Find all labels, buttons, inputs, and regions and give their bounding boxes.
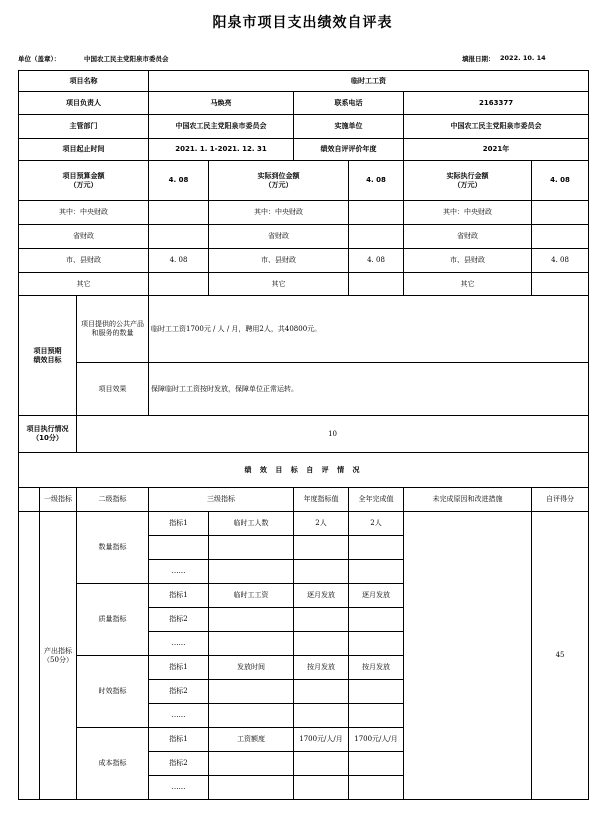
execution-row <box>19 416 589 453</box>
executed-value: 4. 08 <box>532 161 589 201</box>
funds-row <box>19 249 589 273</box>
fund-source-label: 省财政 <box>404 225 532 249</box>
fund-source-label: 市、县财政 <box>209 249 349 273</box>
execution-label: 项目执行情况 （10分） <box>19 416 77 453</box>
indicator-index: 指标1 <box>149 512 209 536</box>
unit-value: 中国农工民主党阳泉市委员会 <box>84 55 169 63</box>
indicator-name: 工资额度 <box>209 728 294 752</box>
indicator-name <box>209 536 294 560</box>
level1-header: 一级指标 <box>40 488 77 512</box>
score-header: 自评得分 <box>532 488 589 512</box>
blank-cell <box>19 512 40 800</box>
indicator-header-row <box>19 488 589 512</box>
indicator-index: …… <box>149 560 209 584</box>
annual-value: 按月发放 <box>294 656 349 680</box>
actual-value <box>349 536 404 560</box>
funds-row <box>19 201 589 225</box>
funds-header-row <box>19 161 589 201</box>
indicator-name <box>209 608 294 632</box>
unit-label: 单位（盖章）： <box>18 55 61 63</box>
budget-value: 4. 08 <box>149 161 209 201</box>
actual-value <box>349 632 404 656</box>
indicator-index: …… <box>149 632 209 656</box>
fund-source-label: 其中：中央财政 <box>404 201 532 225</box>
execution-score: 10 <box>77 416 589 453</box>
indicator-name <box>209 632 294 656</box>
funds-row <box>19 225 589 249</box>
fund-source-label: 省财政 <box>19 225 149 249</box>
actual-value <box>349 680 404 704</box>
indicator-row <box>19 512 589 536</box>
section-title-row <box>19 453 589 488</box>
annual-value <box>294 608 349 632</box>
annual-value <box>294 704 349 728</box>
annual-value <box>294 560 349 584</box>
impl-label: 实施单位 <box>294 115 404 139</box>
fund-source-label: 其中：中央财政 <box>209 201 349 225</box>
reason-header: 未完成原因和改进措施 <box>404 488 532 512</box>
actual-value <box>349 776 404 800</box>
project-name-label: 项目名称 <box>19 71 149 92</box>
fund-source-label: 其它 <box>19 273 149 296</box>
actual-value <box>349 752 404 776</box>
annual-value <box>294 632 349 656</box>
goal-effect-value: 保障临时工工资按时发放，保障单位正常运转。 <box>149 363 589 416</box>
annual-value: 逐月发放 <box>294 584 349 608</box>
fund-executed-value <box>532 225 589 249</box>
annual-value <box>294 680 349 704</box>
fund-budget-value <box>149 201 209 225</box>
fund-executed-value <box>532 273 589 296</box>
indicator-name <box>209 752 294 776</box>
fund-budget-value <box>149 225 209 249</box>
indicator-name: 发放时间 <box>209 656 294 680</box>
indicator-index: 指标1 <box>149 584 209 608</box>
annual-value <box>294 536 349 560</box>
annual-header: 年度指标值 <box>294 488 349 512</box>
owner-value: 马焕亮 <box>149 92 294 115</box>
actual-value <box>349 560 404 584</box>
indicator-name: 临时工人数 <box>209 512 294 536</box>
level3-header: 三级指标 <box>149 488 294 512</box>
period-value: 2021. 1. 1-2021. 12. 31 <box>149 139 294 161</box>
fund-source-label: 省财政 <box>209 225 349 249</box>
evaluation-table <box>18 70 589 800</box>
indicator-name <box>209 776 294 800</box>
section-title: 绩 效 目 标 自 评 情 况 <box>19 453 589 488</box>
actual-value: 逐月发放 <box>349 584 404 608</box>
executed-label: 实际执行金额 （万元） <box>404 161 532 201</box>
level2-label: 时效指标 <box>77 656 149 728</box>
annual-value <box>294 776 349 800</box>
actual-value: 按月发放 <box>349 656 404 680</box>
annual-value: 1700元/人/月 <box>294 728 349 752</box>
impl-value: 中国农工民主党阳泉市委员会 <box>404 115 589 139</box>
project-name-row <box>19 71 589 92</box>
period-row <box>19 139 589 161</box>
fund-source-label: 其它 <box>404 273 532 296</box>
actual-value: 1700元/人/月 <box>349 728 404 752</box>
page-title: 阳泉市项目支出绩效自评表 <box>212 15 393 31</box>
project-owner-row <box>19 92 589 115</box>
level1-label: 产出指标 （50分） <box>40 512 77 800</box>
fund-source-label: 其它 <box>209 273 349 296</box>
eval-year-label: 绩效自评评价年度 <box>294 139 404 161</box>
eval-year-value: 2021年 <box>404 139 589 161</box>
fund-arrived-value <box>349 273 404 296</box>
indicator-index: …… <box>149 776 209 800</box>
actual-value <box>349 704 404 728</box>
date-label: 填报日期： <box>462 55 495 63</box>
level1-score: 45 <box>532 512 589 800</box>
annual-value: 2人 <box>294 512 349 536</box>
fund-source-label: 市、县财政 <box>19 249 149 273</box>
actual-value: 2人 <box>349 512 404 536</box>
fund-budget-value <box>149 273 209 296</box>
department-row <box>19 115 589 139</box>
goal-label: 项目预期 绩效目标 <box>19 296 77 416</box>
level2-header: 二级指标 <box>77 488 149 512</box>
indicator-index: 指标2 <box>149 752 209 776</box>
level2-label: 数量指标 <box>77 512 149 584</box>
fund-executed-value <box>532 201 589 225</box>
dept-label: 主管部门 <box>19 115 149 139</box>
budget-label: 项目预算金额 （万元） <box>19 161 149 201</box>
funds-row <box>19 273 589 296</box>
goal-effect-row <box>19 363 589 416</box>
fund-arrived-value <box>349 201 404 225</box>
indicator-name <box>209 680 294 704</box>
indicator-index: …… <box>149 704 209 728</box>
fund-arrived-value: 4. 08 <box>349 249 404 273</box>
phone-value: 2163377 <box>404 92 589 115</box>
indicator-index: 指标1 <box>149 728 209 752</box>
indicator-index <box>149 536 209 560</box>
indicator-name: 临时工工资 <box>209 584 294 608</box>
arrived-label: 实际到位金额 （万元） <box>209 161 349 201</box>
goal-output-value: 临时工工资1700元 / 人 / 月，聘用2人，共40800元。 <box>149 296 589 363</box>
level2-label: 成本指标 <box>77 728 149 800</box>
fund-source-label: 市、县财政 <box>404 249 532 273</box>
fund-executed-value: 4. 08 <box>532 249 589 273</box>
indicator-index: 指标1 <box>149 656 209 680</box>
actual-value <box>349 608 404 632</box>
actual-header: 全年完成值 <box>349 488 404 512</box>
goal-effect-label: 项目效果 <box>77 363 149 416</box>
level2-label: 质量指标 <box>77 584 149 656</box>
reason-cell <box>404 512 532 800</box>
period-label: 项目起止时间 <box>19 139 149 161</box>
owner-label: 项目负责人 <box>19 92 149 115</box>
fund-source-label: 其中：中央财政 <box>19 201 149 225</box>
project-name-value: 临时工工资 <box>149 71 589 92</box>
dept-value: 中国农工民主党阳泉市委员会 <box>149 115 294 139</box>
goal-output-row <box>19 296 589 363</box>
fund-arrived-value <box>349 225 404 249</box>
indicator-name <box>209 560 294 584</box>
blank-cell <box>19 488 40 512</box>
phone-label: 联系电话 <box>294 92 404 115</box>
date-value: 2022. 10. 14 <box>500 54 546 62</box>
indicator-index: 指标2 <box>149 608 209 632</box>
indicator-index: 指标2 <box>149 680 209 704</box>
fund-budget-value: 4. 08 <box>149 249 209 273</box>
indicator-name <box>209 704 294 728</box>
goal-output-label: 项目提供的公共产品 和服务的数量 <box>77 296 149 363</box>
arrived-value: 4. 08 <box>349 161 404 201</box>
annual-value <box>294 752 349 776</box>
